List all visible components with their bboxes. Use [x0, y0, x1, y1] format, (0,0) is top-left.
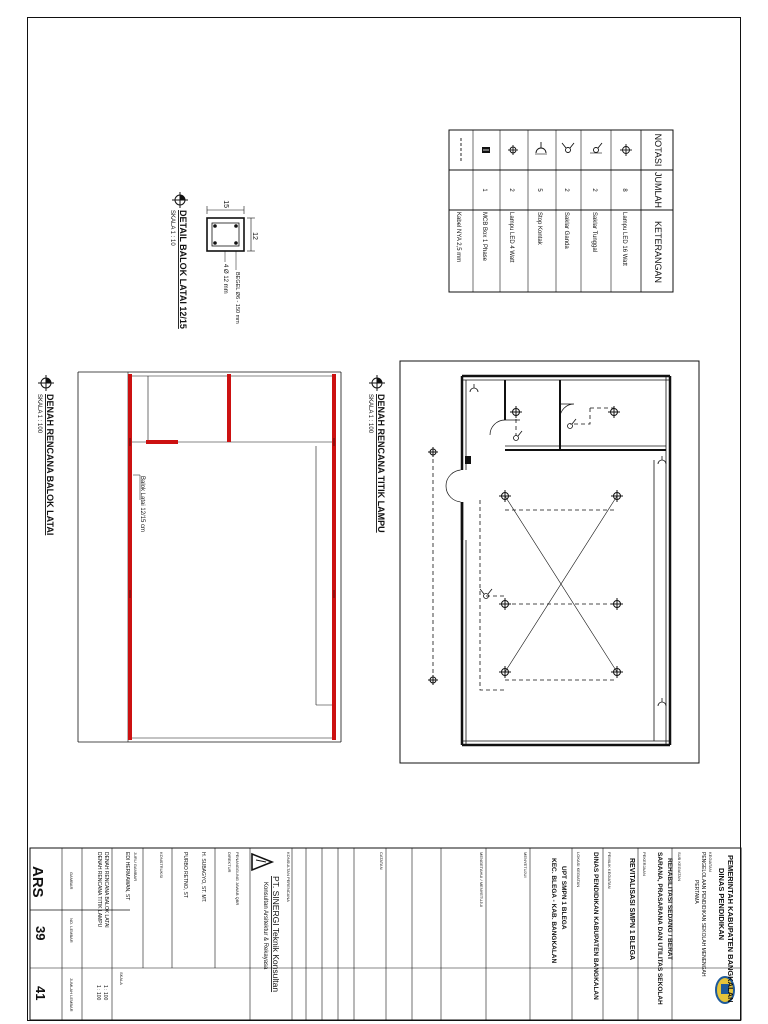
- title-block: [29, 848, 741, 1020]
- kegiatan-text-2: PERTAMA: [693, 880, 699, 904]
- beam-plan-title: DENAH RENCANA BALOK LATAI: [45, 394, 55, 536]
- lamp-16w-icon: [620, 144, 632, 156]
- socket-icon: [470, 384, 666, 706]
- socket-icon: [535, 142, 547, 154]
- skala-value-1: 1 : 100: [102, 985, 108, 1001]
- legend-header-keterangan: KETERANGAN: [653, 220, 663, 284]
- no-lembar: 39: [33, 926, 48, 941]
- lamp-plan-scale: SKALA 1 : 100: [367, 394, 373, 434]
- menyetujui-label: MENYETUJUI: [523, 852, 528, 878]
- beam-detail: [169, 192, 258, 329]
- sub-kegiatan-2: SARANA, PRASARANA DAN UTILITAS SEKOLAH: [656, 852, 663, 1005]
- beam-plan: [36, 372, 341, 742]
- drawing-title-1: DENAH RENCANA BALOK LATAI: [103, 852, 109, 928]
- legend-count-2: 2: [591, 188, 597, 192]
- pekerjaan: REVITALISASI SMPN 1 BLEGA: [628, 858, 635, 961]
- double-switch-icon: [562, 143, 574, 153]
- beam-plan-label: Balok Latai 12/15 cm: [139, 476, 145, 533]
- beam-lines: [130, 374, 334, 740]
- penanggung-label: PENANGGUNG JAWAB QBR: [235, 852, 240, 906]
- legend-desc-3: Saklar Ganda: [563, 212, 569, 249]
- drafter-name: EDI HERMAWAN, ST: [124, 852, 130, 901]
- catatan-label: CATATAN: [379, 852, 384, 870]
- drafter-label: JURU GAMBAR: [133, 852, 138, 882]
- section-marker-icon: [369, 375, 385, 391]
- sub-kegiatan-label: SUB KEGIATAN: [677, 852, 682, 881]
- lokasi-1: UPT SMPN 1 BLEGA: [560, 866, 567, 930]
- legend-header-jumlah: JUMLAH: [653, 171, 663, 209]
- owner-line-2: DINAS PENDIDIKAN: [717, 868, 726, 941]
- pekerjaan-label: PEKERJAAN: [642, 852, 647, 876]
- konstruksi-label: KONSTRUKSI: [159, 852, 164, 879]
- detail-scale: SKALA 1 : 10: [169, 210, 175, 246]
- detail-dim-width: 15: [222, 200, 229, 208]
- legend-desc-4: Stop Kontak: [536, 212, 542, 245]
- skala-value-2: 1 : 100: [95, 985, 101, 1001]
- beam-plan-scale: SKALA 1 : 100: [36, 394, 42, 434]
- owner-line-1: PEMERINTAH KABUPATEN BANGKALAN: [726, 855, 735, 1003]
- consultant-logo: [252, 854, 272, 870]
- legend-count-4: 5: [536, 188, 542, 192]
- detail-dim-height: 12: [251, 232, 258, 240]
- legend-count-1: 8: [621, 188, 627, 192]
- gambar-code: ARS: [29, 866, 46, 898]
- mengetahui-label: MENGETAHUI / MENYETUJUI: [479, 852, 484, 908]
- sub-kegiatan-1: REHABILITASI SEDANG / BERAT: [666, 858, 673, 960]
- detail-title: DETAIL BALOK LATAI 12/15: [178, 210, 188, 329]
- legend-count-5: 2: [508, 188, 514, 192]
- legend-desc-6: MCB Box 1 Phase: [481, 212, 487, 262]
- detail-stirrup-label: BEGEL Ø6 - 150 mm: [234, 272, 240, 324]
- legend-desc-5: Lampu LED 4 Watt: [508, 212, 514, 263]
- kegiatan-label: KEGIATAN: [708, 852, 713, 872]
- legend-desc-1: Lampu LED 16 Watt: [621, 212, 627, 266]
- legend-table: [449, 130, 673, 292]
- single-switch-icon: [590, 143, 602, 153]
- konsultan-sub: Konsultan Arsitektur & Rekayasa: [262, 882, 268, 970]
- mcb-box-icon: [465, 456, 471, 464]
- pemilik: DINAS PENDIDIKAN KABUPATEN BANGKALAN: [592, 852, 599, 1000]
- jumlah-lembar: 41: [33, 986, 48, 1001]
- section-marker-icon: [172, 192, 188, 208]
- jumlah-lembar-label: JUMLAH LEMBAR: [69, 978, 74, 1012]
- konstruksi-name: PURBO RETNO, ST: [182, 852, 188, 898]
- direktur-name: H. SUBAGYO, ST. MT.: [200, 852, 206, 903]
- lokasi-2: KEC. BLEGA - KAB. BANGKALAN: [550, 858, 557, 964]
- lamp-plan-title: DENAH RENCANA TITIK LAMPU: [376, 394, 386, 533]
- lamp-plan: [367, 361, 699, 763]
- drawing-title-2: DENAH RENCANA TITIK LAMPU: [96, 852, 102, 928]
- lokasi-label: LOKASI KEGIATAN: [576, 852, 581, 888]
- legend-header-notasi: NOTASI: [653, 133, 663, 167]
- detail-rebar-label: 4 Ø 12 mm: [222, 264, 228, 294]
- no-lembar-label: NO. LEMBAR: [69, 918, 74, 943]
- pemilik-label: PEMILIK KEGIATAN: [607, 852, 612, 889]
- legend-desc-7: Kabel NYA 2,5 mm: [455, 212, 461, 263]
- konsultan-label: KONSULTAN PERENCANA: [286, 852, 291, 902]
- legend-count-6: 1: [481, 188, 487, 192]
- lamp-4w-icon: [508, 145, 518, 155]
- skala-label: SKALA: [119, 972, 124, 985]
- kegiatan-text-1: PENGELOLAAN PENDIDIKAN SEKOLAH MENENGAH: [700, 852, 706, 977]
- konsultan-name: PT. SINERGI Teknik Konsultan: [271, 876, 281, 993]
- legend-count-3: 2: [563, 188, 569, 192]
- mcb-box-icon: [482, 147, 490, 153]
- direktur-label: DIREKTUR: [227, 852, 232, 873]
- legend-desc-2: Saklar Tunggal: [591, 212, 597, 253]
- section-marker-icon: [38, 375, 54, 391]
- gambar-label: GAMBAR: [69, 872, 74, 890]
